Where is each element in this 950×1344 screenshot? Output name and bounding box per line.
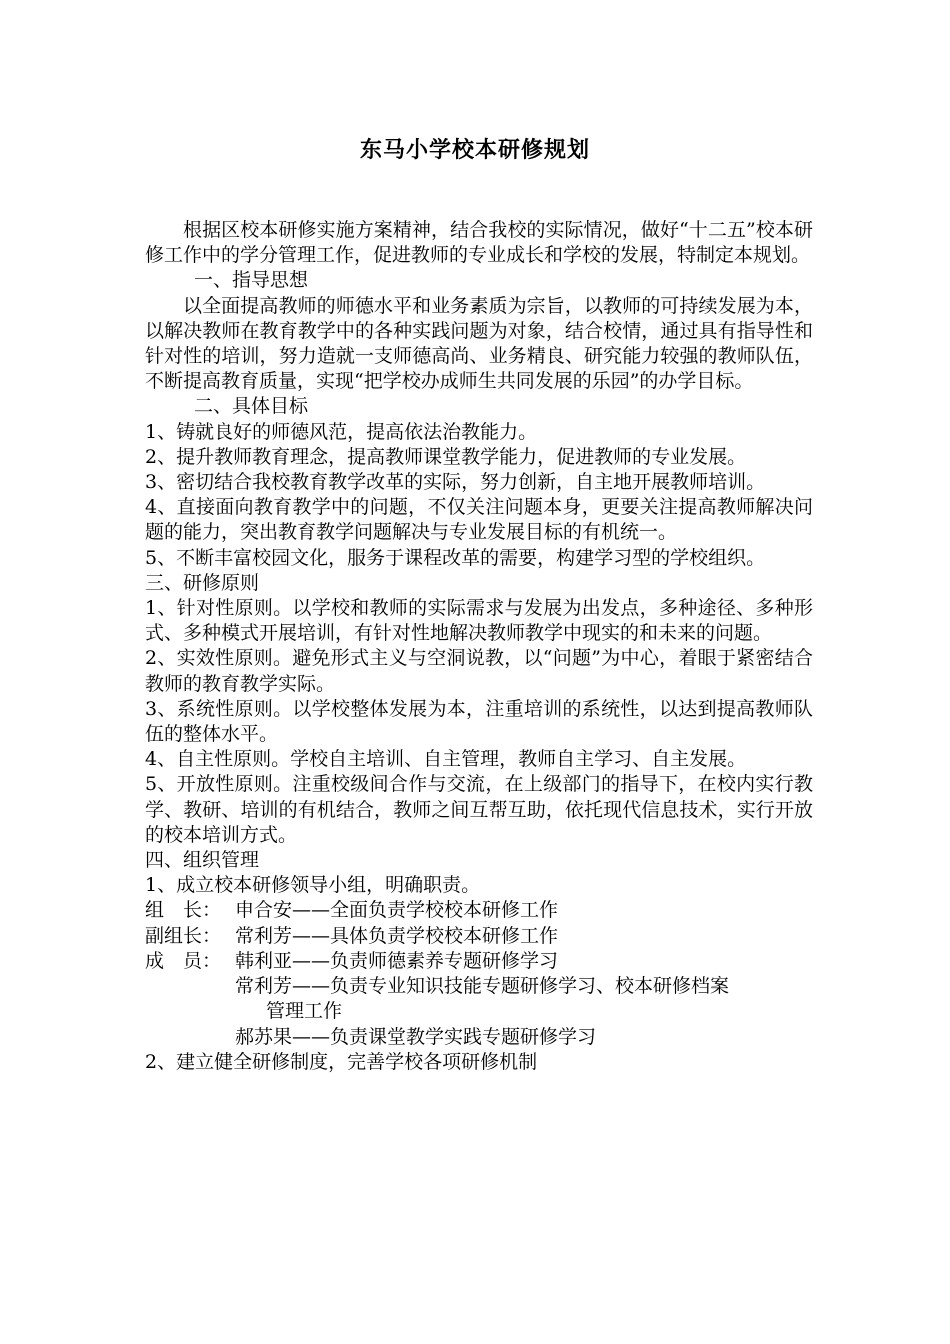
goal-item: 1、铸就良好的师德风范，提高依法治教能力。 bbox=[145, 420, 538, 443]
organization-item: 2、建立健全研修制度，完善学校各项研修机制 bbox=[145, 1050, 538, 1073]
section-heading-goals: 二、具体目标 bbox=[194, 395, 309, 418]
member-duty: 韩利亚——负责师德素养专题研修学习 bbox=[235, 949, 559, 972]
leader-row bbox=[145, 898, 813, 923]
principle-item: 2、实效性原则。避免形式主义与空洞说教，以“问题”为中心，着眼于紧密结合教师的教育教学实际。 bbox=[145, 647, 813, 695]
goal-item: 3、密切结合我校教育教学改革的实际，努力创新，自主地开展教师培训。 bbox=[145, 471, 766, 494]
deputy-role-label: 副组长： bbox=[145, 924, 222, 947]
section-heading-principles: 三、研修原则 bbox=[145, 571, 260, 594]
principle-item: 5、开放性原则。注重校级间合作与交流，在上级部门的指导下，在校内实行教学、教研、培训的有机结合，教师之间互帮互助，依托现代信息技术，实行开放的校本培训方式。 bbox=[145, 773, 813, 846]
member-duty: 常利芳——负责专业知识技能专题研修学习、校本研修档案 bbox=[235, 975, 730, 998]
document-title: 东马小学校本研修规划 bbox=[359, 137, 590, 163]
goal-item: 2、提升教师教育理念，提高教师课堂教学能力，促进教师的专业发展。 bbox=[145, 445, 747, 468]
principle-item: 1、针对性原则。以学校和教师的实际需求与发展为出发点，多种途径、多种形式、多种模式开展培训，有针对性地解决教师教学中现实的和未来的问题。 bbox=[145, 597, 813, 645]
member-duty: 郝苏果——负责课堂教学实践专题研修学习 bbox=[235, 1025, 597, 1048]
goal-item: 4、直接面向教育教学中的问题，不仅关注问题本身，更要关注提高教师解决问题的能力，突出教育教学问题解决与专业发展目标的有机统一。 bbox=[145, 496, 813, 544]
member-row bbox=[145, 949, 813, 974]
section-heading-guiding-thought: 一、指导思想 bbox=[194, 269, 309, 292]
leader-role-label: 组 长： bbox=[145, 899, 222, 922]
organization-item: 1、成立校本研修领导小组，明确职责。 bbox=[145, 874, 481, 897]
section-heading-organization: 四、组织管理 bbox=[145, 849, 260, 872]
member-row bbox=[145, 1025, 813, 1050]
principle-item: 3、系统性原则。以学校整体发展为本，注重培训的系统性，以达到提高教师队伍的整体水平。 bbox=[145, 697, 813, 746]
leader-duty: 申合安——全面负责学校校本研修工作 bbox=[235, 899, 559, 922]
goal-item: 5、不断丰富校园文化，服务于课程改革的需要，构建学习型的学校组织。 bbox=[145, 546, 766, 569]
member-row bbox=[145, 974, 813, 999]
intro-paragraph: 根据区校本研修实施方案精神，结合我校的实际情况，做好“十二五”校本研修工作中的学分管理工作，促进教师的专业成长和学校的发展，特制定本规划。 bbox=[145, 219, 813, 267]
guiding-thought-paragraph: 以全面提高教师的师德水平和业务素质为宗旨，以教师的可持续发展为本，以解决教师在教育教学中的各种实践问题为对象，结合校情，通过具有指导性和针对性的培训，努力造就一支师德高尚、业务精良、研究能力较强的教师队伍，不断提高教育质量，实现“把学校办成师生共同发展的乐园”的办学目标。 bbox=[145, 294, 813, 393]
principle-item: 4、自主性原则。学校自主培训、自主管理，教师自主学习、自主发展。 bbox=[145, 748, 747, 771]
member-role-label: 成 员： bbox=[145, 949, 222, 972]
deputy-row bbox=[145, 924, 813, 949]
document-body bbox=[145, 218, 813, 1075]
member-duty-continuation: 管理工作 bbox=[266, 1000, 343, 1023]
deputy-duty: 常利芳——具体负责学校校本研修工作 bbox=[235, 924, 559, 947]
